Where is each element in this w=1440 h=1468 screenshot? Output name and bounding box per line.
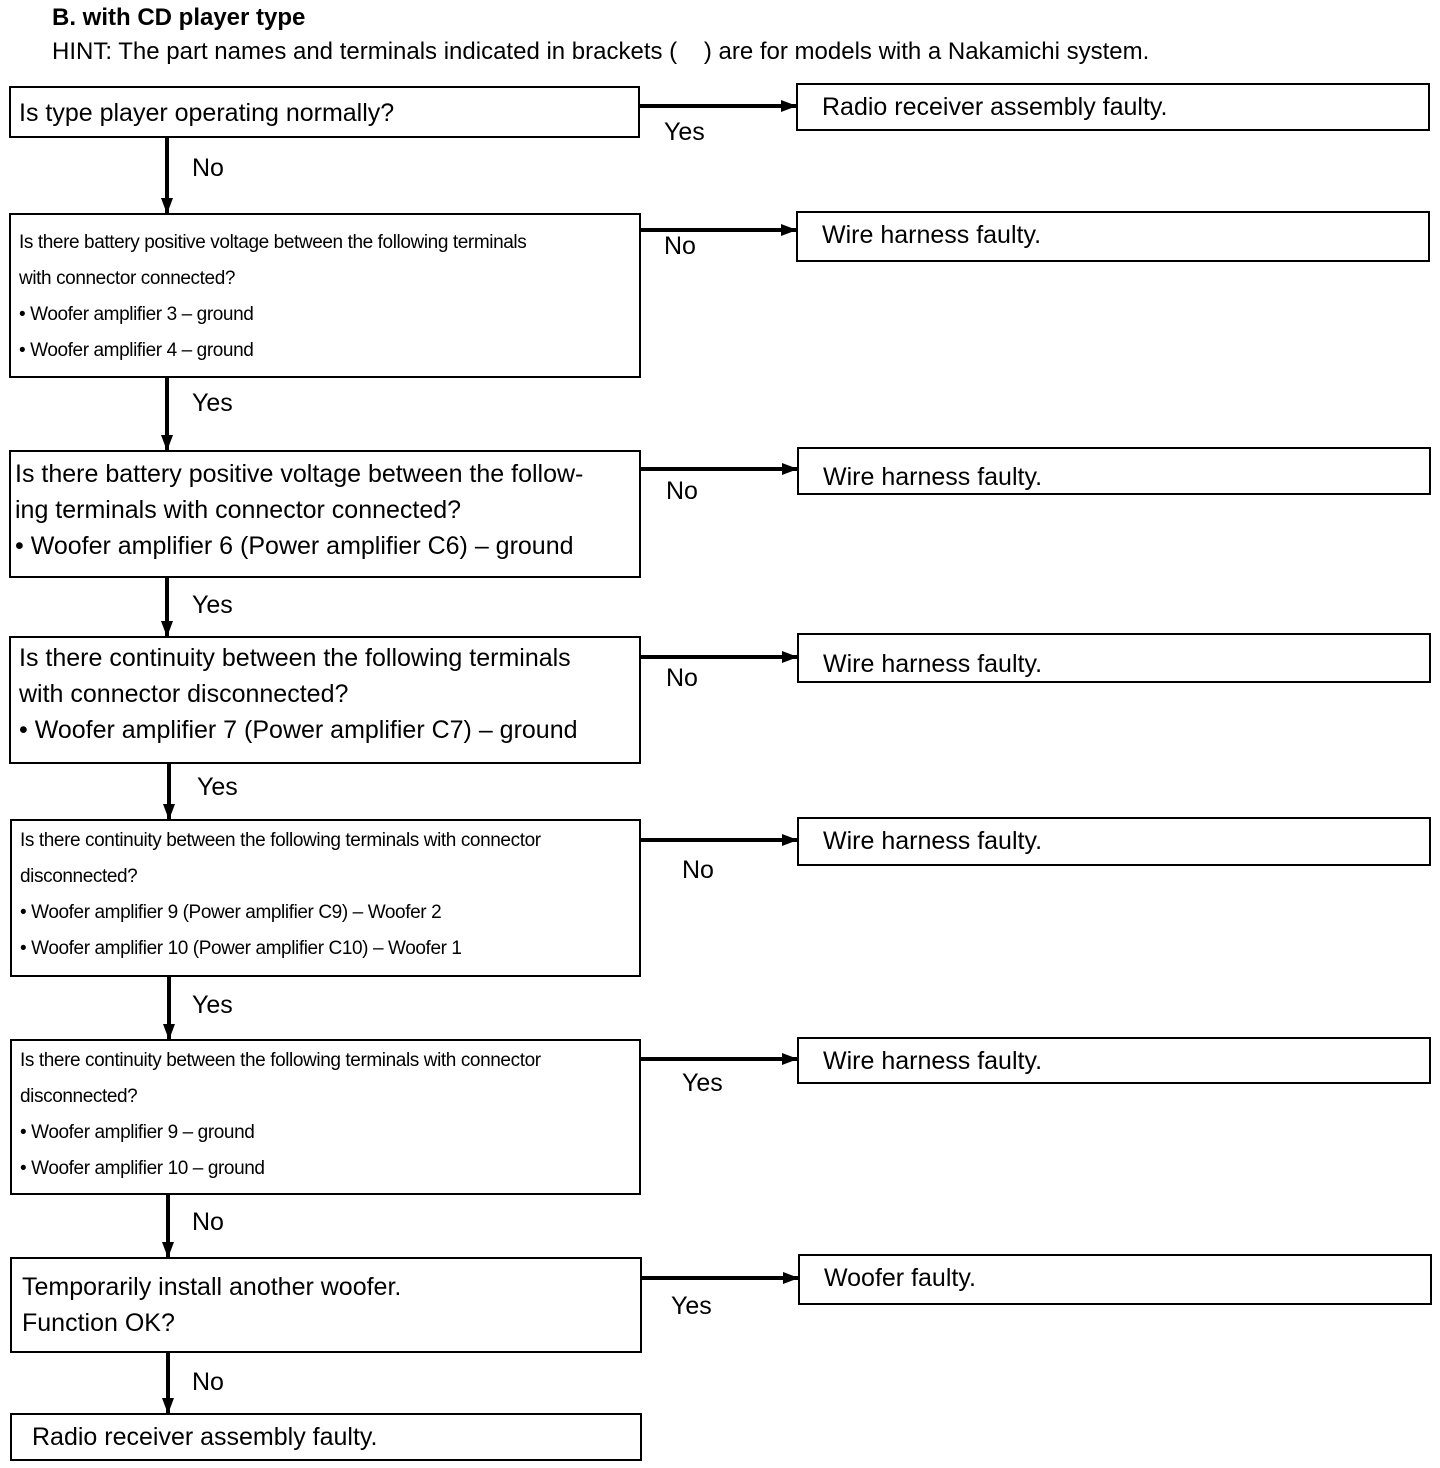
question-5-line-1: Is there continuity between the following terminals with connector xyxy=(20,830,541,851)
question-2-line-4: • Woofer amplifier 4 – ground xyxy=(19,340,254,361)
hint-text: HINT: The part names and terminals indicated in brackets ( ) are for models with a Nakamichi system. xyxy=(52,38,1150,65)
result-box-7: Woofer faulty. xyxy=(798,1254,1432,1305)
side-label-1: Yes xyxy=(664,118,705,146)
down-label-2: Yes xyxy=(192,389,233,417)
result-box-5: Wire harness faulty. xyxy=(797,817,1431,866)
question-box-7 xyxy=(10,1257,642,1353)
question-4-line-1: Is there continuity between the following terminals xyxy=(19,644,571,672)
question-3-line-2: ing terminals with connector connected? xyxy=(15,496,462,524)
question-box-5 xyxy=(10,819,641,977)
question-4-line-3: • Woofer amplifier 7 (Power amplifier C7) – ground xyxy=(19,716,578,744)
question-box-3 xyxy=(9,450,641,578)
question-6-line-4: • Woofer amplifier 10 – ground xyxy=(20,1158,265,1179)
question-2-line-1: Is there battery positive voltage between the following terminals xyxy=(19,232,527,253)
down-label-7: No xyxy=(192,1368,224,1396)
question-5-line-3: • Woofer amplifier 9 (Power amplifier C9) – Woofer 2 xyxy=(20,902,442,923)
side-label-5: No xyxy=(682,856,714,884)
side-label-4: No xyxy=(666,664,698,692)
down-label-5: Yes xyxy=(192,991,233,1019)
question-7-line-2: Function OK? xyxy=(22,1309,175,1337)
question-2-line-2: with connector connected? xyxy=(19,268,236,289)
question-box-1 xyxy=(9,86,640,138)
question-box-2 xyxy=(9,213,641,378)
question-4-line-2: with connector disconnected? xyxy=(19,680,349,708)
section-heading: B. with CD player type xyxy=(52,4,306,31)
side-label-2: No xyxy=(664,232,696,260)
side-label-3: No xyxy=(666,477,698,505)
question-5-line-2: disconnected? xyxy=(20,866,138,887)
question-6-line-2: disconnected? xyxy=(20,1086,138,1107)
question-box-6 xyxy=(10,1039,641,1195)
question-2-line-3: • Woofer amplifier 3 – ground xyxy=(19,304,254,325)
down-label-6: No xyxy=(192,1208,224,1236)
down-label-4: Yes xyxy=(197,773,238,801)
final-result-box: Radio receiver assembly faulty. xyxy=(10,1413,642,1461)
question-6-line-1: Is there continuity between the following terminals with connector xyxy=(20,1050,541,1071)
down-label-3: Yes xyxy=(192,591,233,619)
question-6-line-3: • Woofer amplifier 9 – ground xyxy=(20,1122,255,1143)
question-3-line-1: Is there battery positive voltage between the follow- xyxy=(15,460,584,488)
down-label-1: No xyxy=(192,154,224,182)
question-1-line-1: Is type player operating normally? xyxy=(19,99,395,127)
side-label-6: Yes xyxy=(682,1069,723,1097)
question-box-4 xyxy=(9,636,641,764)
result-box-2: Wire harness faulty. xyxy=(796,211,1430,262)
question-3-line-3: • Woofer amplifier 6 (Power amplifier C6) – ground xyxy=(15,532,574,560)
result-box-6: Wire harness faulty. xyxy=(797,1037,1431,1084)
question-7-line-1: Temporarily install another woofer. xyxy=(22,1273,402,1301)
result-box-1: Radio receiver assembly faulty. xyxy=(796,83,1430,131)
result-box-3: Wire harness faulty. xyxy=(797,447,1431,495)
side-label-7: Yes xyxy=(671,1292,712,1320)
result-box-4: Wire harness faulty. xyxy=(797,633,1431,683)
question-5-line-4: • Woofer amplifier 10 (Power amplifier C10) – Woofer 1 xyxy=(20,938,462,959)
